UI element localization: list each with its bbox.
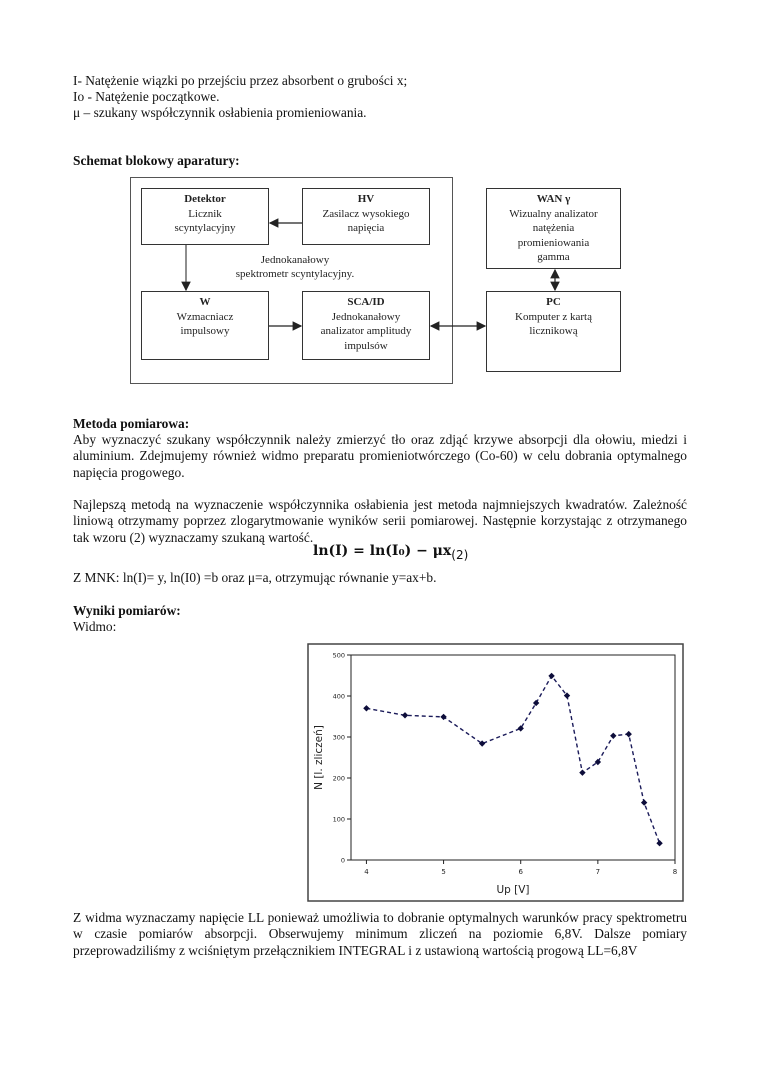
formula [313, 543, 469, 562]
block-line: licznikową [529, 325, 578, 337]
block-title: PC [546, 296, 561, 308]
results-conclusion: Z widma wyznaczamy napięcie LL ponieważ umożliwia to dobranie optymalnych warunków pracy spektrometru w czasie pomiarów absorpcji. Obserwujemy minimum zliczeń na poziomie 6,8V. Dalsze pomiary przeprowadziliśmy z wciśniętym przełącznikiem INTEGRAL i z ustawioną wartością progową LL=6,8V [73, 910, 687, 958]
block-line: napięcia [347, 222, 385, 234]
y-tick-label: 300 [332, 733, 345, 742]
x-tick-label: 8 [672, 868, 678, 876]
x-tick-label: 5 [441, 868, 446, 876]
x-tick-label: 7 [595, 868, 601, 876]
definition-attenuation-coefficient: μ – szukany współczynnik osłabienia promieniowania. [73, 105, 367, 120]
results-subheading: Widmo: [73, 619, 117, 634]
block-line: Wizualny analizator [509, 207, 598, 220]
block-title: SCA/ID [347, 296, 385, 308]
y-tick-label: 0 [340, 856, 345, 865]
spectrometer-label-line: Jednokanałowy [260, 254, 330, 266]
block-title: W [199, 296, 211, 308]
y-tick-label: 500 [332, 651, 345, 660]
block-line: scyntylacyjny [174, 222, 236, 234]
x-tick-label: 6 [518, 868, 523, 876]
block-line: Komputer z kartą [515, 310, 592, 323]
spectrometer-label-line: spektrometr scyntylacyjny. [235, 268, 355, 280]
block-line: Zasilacz wysokiego [322, 207, 410, 220]
y-tick-label: 200 [332, 774, 345, 783]
definition-initial-intensity: Io - Natężenie początkowe. [73, 89, 220, 104]
method-heading: Metoda pomiarowa: [73, 416, 190, 431]
mnk-text: Z MNK: ln(I)= y, ln(I0) =b oraz μ=a, otrzymując równanie y=ax+b. [73, 570, 437, 585]
formula-number: (2) [451, 548, 469, 562]
y-tick-label: 100 [332, 815, 345, 824]
block-line: gamma [537, 251, 570, 263]
block-line: analizator amplitudy [320, 325, 412, 337]
block-title: WAN γ [536, 193, 571, 205]
block-line: Licznik [188, 207, 222, 220]
y-axis-label: N [l. zliczeń] [313, 725, 325, 790]
diagram-arrows [0, 0, 760, 400]
block-line: impulsowy [180, 325, 230, 337]
formula-expression: ln(I) = ln(I₀) − μx [313, 543, 452, 559]
x-tick-label: 4 [364, 868, 369, 876]
block-line: Wzmacniacz [176, 310, 234, 323]
x-axis-label: Up [V] [496, 884, 530, 896]
definition-intensity: I- Natężenie wiązki po przejściu przez absorbent o grubości x; [73, 73, 408, 88]
y-tick-label: 400 [332, 692, 345, 701]
block-title: HV [357, 193, 375, 205]
block-line: impulsów [344, 339, 388, 352]
method-paragraph-1: Aby wyznaczyć szukany współczynnik należy zmierzyć tło oraz zdjąć krzywe absorpcji dla ołowiu, miedzi i aluminium. Zdejmujemy również widmo preparatu promieniotwórczego (Co-60) w celu dobrania optymalnego napięcia progowego. [73, 432, 687, 480]
schema-heading: Schemat blokowy aparatury: [73, 153, 240, 168]
chart-frame [308, 644, 683, 901]
block-line: Jednokanałowy [331, 310, 401, 323]
block-line: natężenia [532, 222, 575, 234]
results-heading: Wyniki pomiarów: [73, 603, 181, 618]
block-title: Detektor [184, 193, 226, 205]
block-line: promieniowania [517, 236, 590, 249]
method-paragraph-2: Najlepszą metodą na wyznaczenie współczynnika osłabienia jest metoda najmniejszych kwadratów. Zależność liniową otrzymamy poprzez zlogarytmowanie wyników serii pomiarowej. Następnie korzystając z otrzymanego tak wzoru (2) wyznaczamy szukaną wartość. [73, 497, 687, 545]
spectrum-chart [307, 643, 684, 902]
